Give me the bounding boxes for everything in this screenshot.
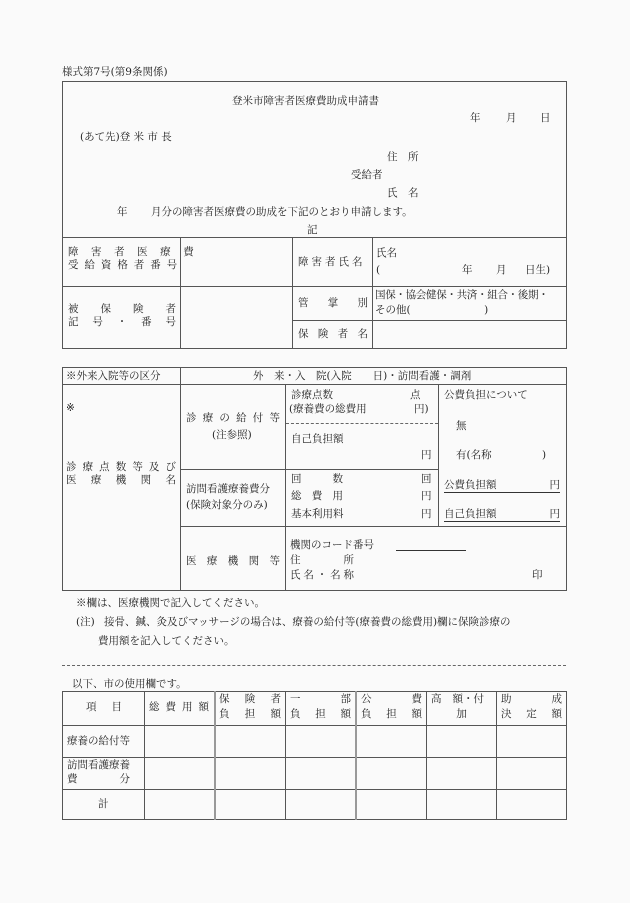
divider [144,691,145,820]
note-line2: 費用額を記入してください。 [98,635,235,647]
char: 数 [115,461,127,473]
table-cell[interactable] [216,726,284,756]
cert-number-label [68,246,199,272]
label-text: 受 給 資 格 者 番 号 [68,259,179,272]
header-item [86,701,122,714]
birth-month-label: 月 [496,264,507,276]
table-cell[interactable] [146,726,213,756]
table-cell[interactable] [498,726,565,756]
table-cell[interactable] [357,790,425,819]
row-label-visit-nursing-line1: 訪問看護療養 [67,759,130,771]
char: 名 [303,569,314,581]
jurisdiction-other[interactable]: その他( ) [375,304,489,316]
char: 称 [343,569,354,581]
char: 号 [92,316,103,329]
visit-nursing-label: 訪問看護療養費分 [186,483,270,495]
date-year-label: 年 [470,112,481,124]
birth-open: ( [376,264,381,276]
char: 総 [149,701,160,713]
char: 額・付 [452,693,484,705]
row-label-total: 計 [98,798,109,810]
char: 用 [332,490,343,502]
header-high-cost [431,693,492,721]
date-day-label: 日 [540,112,551,124]
table-cell[interactable] [428,790,495,819]
table-cell[interactable] [357,758,425,788]
char: 医 [186,555,197,567]
char: 負 [290,708,301,721]
char: 付 [252,412,264,424]
divider [496,691,497,820]
char: 保 [100,303,111,315]
person-name-label: 障害者氏名 [298,256,366,268]
char: 額 [198,701,209,713]
row-label-benefits: 療養の給付等 [67,735,130,747]
char: 機 [227,555,239,567]
points-and-institution-label [66,461,176,487]
char: 所 [343,554,354,566]
recipient-label: 受給者 [351,169,383,181]
self-pay-label: 自己負担額 [291,433,344,445]
public-none-option[interactable]: 無 [456,420,467,432]
char: 点 [99,461,110,473]
char: 関 [248,555,260,567]
char: 関 [140,474,152,487]
table-cell[interactable] [287,790,354,819]
char: 療 [202,412,214,424]
insured-number-field[interactable] [181,287,291,348]
char: 険 [244,693,256,705]
char: 費 [411,693,422,705]
char: 給 [236,412,247,424]
public-yes-close: ) [542,449,547,461]
public-label: 公費負担について [444,389,528,401]
insurer-name-field[interactable] [373,321,566,348]
char: び [165,461,176,473]
institution-code-field[interactable] [396,550,466,551]
city-use-label: 以下、市の使用欄です。 [72,678,187,690]
birth-day-label: 日生) [525,264,551,276]
table-cell[interactable] [146,790,213,819]
total-cost-unit: 円) [414,403,429,415]
public-amount-label: 公費負担額 [444,479,497,491]
total-expense-unit: 円 [421,490,432,502]
char: 部 [340,693,351,705]
cert-number-label-line1 [68,246,199,259]
divider [180,469,438,470]
char: 被 [68,303,79,315]
char: 住 [290,554,301,566]
ki-label: 記 [307,224,318,236]
char: ・ [116,316,128,329]
divider [426,691,427,820]
char: 掌 [327,297,339,309]
header-partial-share [290,693,351,721]
char: 成 [551,693,562,705]
public-yes-option[interactable]: 有(名称 [456,449,492,461]
char: 目 [111,701,122,713]
char: 保 [219,693,230,705]
divider [438,384,439,526]
date-month-label: 月 [506,112,517,124]
visit-nursing-note: (保険対象分のみ) [186,499,268,511]
char: 号 [165,316,176,329]
note-line1: 接骨、鍼、灸及びマッサージの場合は、療養の給付等(療養費の総費用)欄に保険診療の [104,616,511,628]
addressee: (あて先)登 米 市 長 [80,131,172,143]
char: 額 [551,708,562,721]
points-label: 診療点数 [291,389,333,401]
institution-label [186,555,280,568]
header-total-cost [149,701,209,714]
char: 管 [298,297,309,309]
table-cell[interactable] [498,758,565,788]
table-cell[interactable] [498,790,565,819]
benefits-label [186,412,280,425]
institution-address-label [290,554,354,567]
char: 名 [165,474,176,487]
total-cost-label: (療養費の総費用 [289,403,367,415]
note-prefix: (注) [76,616,95,628]
char: 公 [361,693,372,705]
points-unit: 点 [410,389,421,401]
char: 数 [332,473,343,485]
char: ・ [316,569,328,581]
benefits-note: (注参照) [212,429,252,441]
char: 等 [269,555,280,567]
divider [62,286,567,287]
char: 等 [269,412,280,424]
form-title: 登米市障害者医療費助成申請書 [232,95,379,107]
char: 負 [361,708,372,721]
char: 額 [340,708,351,721]
char: 療 [206,555,218,567]
yen-unit: 円 [549,508,560,520]
char: 決 [501,708,512,721]
jurisdiction-options[interactable]: 国保・協会健保・共済・組合・後期・ [375,289,549,301]
table-cell[interactable] [357,726,425,756]
char: 用 [182,701,193,713]
char: 項 [86,701,97,713]
table-cell[interactable] [428,726,495,756]
name-field-label: 氏名 [376,247,397,259]
char: 担 [386,708,397,721]
visits-unit: 回 [421,473,432,485]
char: 定 [526,708,537,721]
table-cell[interactable] [216,758,284,788]
char: 診 [66,461,77,473]
public-amount-field[interactable] [444,479,560,493]
cut-line [62,665,566,666]
char: 別 [357,297,368,309]
category-label: ※外来入院等の区分 [66,370,161,382]
total-expense-label [291,490,343,503]
birth-year-label: 年 [462,264,473,276]
char: 診 [186,412,197,424]
char: 等 [132,461,143,473]
char: 者 [270,693,281,705]
divider [180,367,181,591]
header-grant-amount [501,693,562,721]
reference-mark: ※ [66,402,75,414]
header-public-share [361,693,422,721]
insured-number-label [68,303,176,329]
note-asterisk: ※欄は、医療機関で記入してください。 [76,597,265,609]
char: 機 [115,474,127,487]
divider [180,526,567,527]
insurer-name-label: 保 険 者 名 [298,328,372,340]
self-pay-field[interactable] [286,424,437,468]
table-cell[interactable] [216,790,284,819]
basic-fee-label: 基本利用料 [291,508,344,520]
form-id: 様式第7号(第9条関係) [62,66,168,78]
char: 番 [141,316,152,329]
basic-fee-unit: 円 [421,508,432,520]
header-insurer-share [219,693,281,721]
char: 名 [330,569,341,581]
char: 担 [244,708,256,721]
char: 者 [165,303,176,315]
divider [292,237,293,349]
char: 険 [133,303,144,315]
char: 回 [291,473,302,485]
self-pay-unit: 円 [421,449,432,461]
table-cell[interactable] [287,758,354,788]
institution-name-label [290,569,354,582]
table-cell[interactable] [146,758,213,788]
institution-code-label: 機関のコード番号 [290,539,374,551]
points-field[interactable] [286,385,437,422]
char: 助 [501,693,512,705]
char: 医 [66,474,77,487]
table-cell[interactable] [287,726,354,756]
char: 療 [90,474,102,487]
char: 一 [290,693,301,705]
char: 療 [82,461,94,473]
visits-label [291,473,343,486]
category-options[interactable]: 外 来・入 院(入院 日)・訪問看護・調剤 [253,370,472,382]
divider [285,691,286,820]
label-text: 障 害 者 医 療 費 [68,246,199,258]
yen-unit: 円 [549,479,560,491]
seal-label: 印 [532,569,543,581]
char: 及 [148,461,160,473]
name-label: 氏 名 [387,187,419,199]
row-label-visit-nursing-line2: 費 分 [67,773,130,785]
char: 費 [311,490,323,502]
address-label: 住 所 [387,151,419,163]
char: 加 [456,708,467,721]
table-cell[interactable] [428,758,495,788]
cert-number-field[interactable] [181,238,291,285]
char: 費 [165,701,176,713]
cert-number-label-line2 [68,259,179,272]
char: の [219,412,230,424]
char: 記 [68,316,79,329]
char: 額 [411,708,422,721]
person-name-field[interactable] [373,238,566,285]
self-amount-field[interactable] [444,508,560,522]
char: 担 [315,708,326,721]
char: 高 [431,693,442,705]
self-amount-label: 自己負担額 [444,508,497,520]
request-text: 月分の障害者医療費の助成を下記のとおり申請します。 [151,206,413,218]
jurisdiction-label [298,297,368,310]
request-year-label: 年 [117,206,128,218]
char: 負 [219,708,230,721]
char: 総 [291,490,302,502]
char: 額 [270,708,281,721]
char: 氏 [290,569,301,581]
